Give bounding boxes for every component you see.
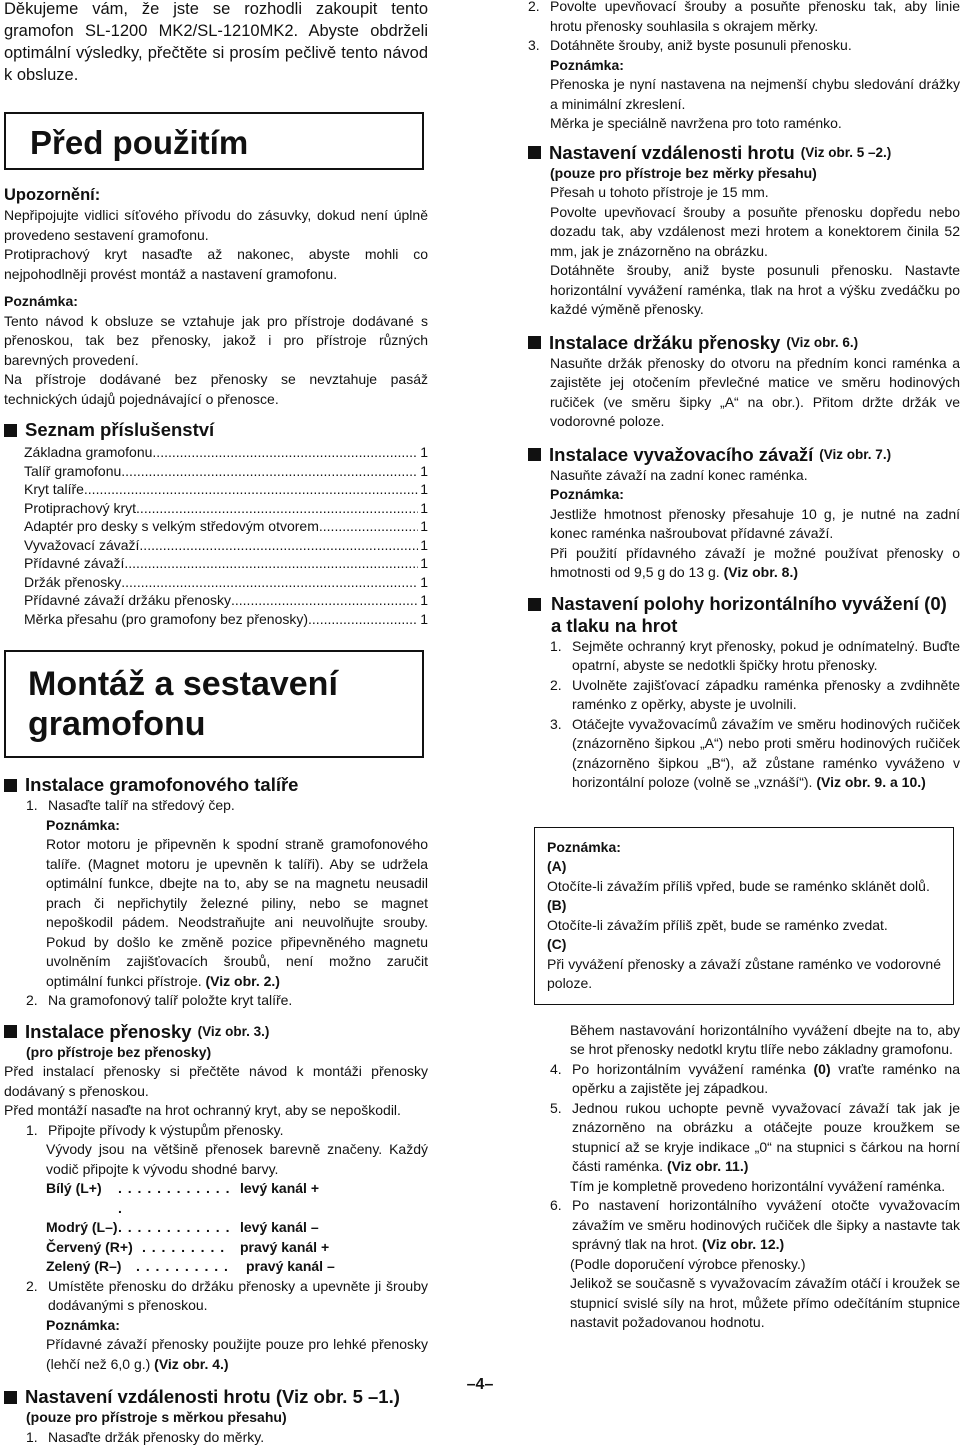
overhang1-step-2: 2. Povolte upevňovací šrouby a posuňte přenosku tak, aby linie hrotu přenosky souhlasila s okrajem měrky. — [528, 0, 960, 36]
cartridge-subtitle: (pro přístroje bez přenosky) — [4, 1043, 428, 1063]
wire-row: Červený (R+) . . . . . . . . . pravý kanál + — [4, 1238, 428, 1258]
overhang1-note-label: Poznámka: — [528, 56, 960, 76]
list-item: Protiprachový kryt ..... 1 — [4, 499, 428, 518]
cartridge-step-1: 1. Připojte přívody k výstupům přenosky. — [4, 1121, 428, 1141]
bullet-square-icon — [528, 448, 541, 461]
holder-text: Nasuňte držák přenosky do otvoru na předním konci raménka a zajistěte jej otočením převlečné matice ve směru hodinových ručiček (ve směru šipky „A“ na obr.). Přitom držte držák ve vodorovné poloze. — [528, 354, 960, 432]
weight-heading — [528, 444, 960, 466]
cartridge-title-ref: (Viz obr. 3.) — [198, 1021, 270, 1043]
balance-step-1: 1. Sejměte ochranný kryt přenosky, pokud je odnímatelný. Buďte opatrní, abyste se nedotkli špičky hrotu přenosky. — [528, 637, 960, 676]
note-box-a-label: (A) — [547, 857, 941, 877]
note-box-a: Otočíte-li závažím příliš vpřed, bude se raménko sklánět dolů. — [547, 877, 941, 897]
accessories-list — [4, 443, 428, 628]
note-box-b-label: (B) — [547, 896, 941, 916]
list-item: Držák přenosky ..... 1 — [4, 573, 428, 592]
overhang1-title: Nastavení vzdálenosti hrotu (Viz obr. 5 –1.) — [25, 1386, 400, 1408]
right-column — [528, 0, 960, 1333]
balance-step-5: 5. Jednou rukou uchopte pevně vyvažovací závaží tak jak je znázorněno na obrázku a otáčejte pouze kroužkem se stupnicí až se kryje indikace „0“ na stupnici s čárkou na horní části raménka. (Viz obr. 11.) — [528, 1099, 960, 1177]
balance-step-6-detail-2: Jelikož se současně s vyvažovacím závažím otáčí i kroužek se stupnicí svislé síly na hrot, můžete přímo odečítáním stupnice nastavit požadovanou hodnotu. — [528, 1274, 960, 1333]
overhang1-note-2: Měrka je speciálně navržena pro toto raménko. — [528, 114, 960, 134]
holder-heading — [528, 332, 960, 354]
weight-note-label: Poznámka: — [528, 485, 960, 505]
balance-step-4: 4. Po horizontálním vyvážení raménka (0) vraťte raménko na opěrku a zajistěte jej západkou. — [528, 1060, 960, 1099]
note-box-b: Otočíte-li závažím příliš zpět, bude se raménko zvedat. — [547, 916, 941, 936]
cartridge-step-1-detail: Vývody jsou na většině přenosek barevně značeny. Každý vodič připojte k vývodu shodné barvy. — [4, 1140, 428, 1179]
note-box-c-label: (C) — [547, 935, 941, 955]
bullet-square-icon — [528, 146, 541, 159]
overhang2-subtitle: (pouze pro přístroje bez měrky přesahu) — [528, 164, 960, 184]
cartridge-heading — [4, 1021, 428, 1043]
list-item: Měrka přesahu (pro gramofony bez přenosky) ..... 1 — [4, 610, 428, 629]
weight-title: Instalace vyvažovacího závaží — [549, 444, 813, 466]
note-text-2: Na přístroje dodávané bez přenosky se nevztahuje pasáž technických údajů pojednávající o přenosce. — [4, 370, 428, 409]
cartridge-note-label: Poznámka: — [4, 1316, 428, 1336]
overhang2-text-2: Povolte upevňovací šrouby a posuňte přenosku dopředu nebo dozadu tak, aby vzdálenost mezi hrotem a konektorem činila 52 mm, jak je znázorněno na obrázku. — [528, 203, 960, 262]
weight-note-2: Při použití přídavného závaží je možné používat přenosky o hmotnosti od 9,5 g do 13 g. (Viz obr. 8.) — [528, 544, 960, 583]
accessories-title: Seznam příslušenství — [25, 419, 214, 441]
warning-text-2: Protiprachový kryt nasaďte až nakonec, abyste mohli co nejpohodlněji provést montáž a nastavení gramofonu. — [4, 245, 428, 284]
bullet-square-icon — [4, 1025, 17, 1038]
overhang2-text-3: Dotáhněte šrouby, aniž byste posunuli přenosku. Nastavte horizontální vyvážení raménka, tlak na hrot a výšku zvedáčku po každé výměně přenosky. — [528, 261, 960, 320]
list-item: Přídavné závaží ..... 1 — [4, 554, 428, 573]
cartridge-text-1: Před instalací přenosky si přečtěte návod k montáži přenosky dodávaný s přenoskou. — [4, 1062, 428, 1101]
note-box-label: Poznámka: — [547, 838, 941, 858]
note-text-1: Tento návod k obsluze se vztahuje jak pro přístroje dodávané s přenoskou, tak bez přenosky, jakož i pro přístroje různých barevných provedení. — [4, 312, 428, 371]
platter-note-label: Poznámka: — [4, 816, 428, 836]
list-item: Talíř gramofonu ..... 1 — [4, 462, 428, 481]
before-use-title: Před použitím — [4, 112, 424, 170]
platter-note: Rotor motoru je připevněn k spodní straně gramofonového talíře. (Magnet motoru je upevněn k talíři). Aby se udržela optimální funkce, dbejte na to, aby se na magnetu neusadil prach či nepřichytily železné piliny, nebo se magnet nepoškodil pádem. Neodstraňujte ani neuvolňujte srouby. Pokud by došlo ke změně pozice připevněného magnetu uvolněním zajišťovacích šroubů, není možno zaručit optimální funkci přístroje. (Viz obr. 2.) — [4, 835, 428, 991]
bullet-square-icon — [4, 424, 17, 437]
weight-title-ref: (Viz obr. 7.) — [819, 444, 891, 466]
warning-text-1: Nepřipojujte vidlici síťového přívodu do zásuvky, dokud není úplně provedeno sestavení gramofonu. — [4, 206, 428, 245]
weight-note-1: Jestliže hmotnost přenosky přesahuje 10 g, je nutné na zadní konec raménka našroubovat přídavné závaží. — [528, 505, 960, 544]
list-item: Vyvažovací závaží ..... 1 — [4, 536, 428, 555]
cartridge-title: Instalace přenosky — [25, 1021, 192, 1043]
bullet-square-icon — [528, 598, 541, 611]
overhang1-step-1: 1. Nasaďte držák přenosky do měrky. — [4, 1428, 428, 1447]
balance-step-6-detail-1: (Podle doporučení výrobce přenosky.) — [528, 1255, 960, 1275]
overhang2-title: Nastavení vzdálenosti hrotu — [549, 142, 795, 164]
balance-step-3: 3. Otáčejte vyvažovacímů závažím ve směru hodinových ručiček (znázorněno šipkou „A“) nebo proti směru hodinových ručiček (znázorněno šipkou „B“), až zůstane raménko vyváženo v horizontální poloze (volně se „vznáší“). (Viz obr. 9. a 10.) — [528, 715, 960, 793]
bullet-square-icon — [4, 779, 17, 792]
balance-heading — [528, 593, 960, 637]
overhang2-heading — [528, 142, 960, 164]
intro-text: Děkujeme vám, že jste se rozhodli zakoupit tento gramofon SL-1200 MK2/SL-1210MK2. Abyste obdrželi optimální výsledky, přečtěte si prosím pečlivě tento návod k obsluze. — [4, 0, 428, 86]
overhang2-text-1: Přesah u tohoto přístroje je 15 mm. — [528, 183, 960, 203]
platter-step-1: 1. Nasaďte talíř na středový čep. — [4, 796, 428, 816]
note-label: Poznámka: — [4, 292, 428, 312]
weight-text: Nasuňte závaží na zadní konec raménka. — [528, 466, 960, 486]
accessories-heading — [4, 419, 428, 441]
overhang1-step-3: 3. Dotáhněte šrouby, aniž byste posunuli přenosku. — [528, 36, 960, 56]
page-number: –4– — [0, 1376, 960, 1394]
list-item: Adaptér pro desky s velkým středovým otvorem ..... 1 — [4, 517, 428, 536]
list-item: Kryt talíře ..... 1 — [4, 480, 428, 499]
warning-label: Upozornění: — [4, 184, 428, 206]
overhang1-note-1: Přenoska je nyní nastavena na nejmenší chybu sledování drážky a minimální zkreslení. — [528, 75, 960, 114]
wire-row: Bílý (L+) . . . . . . . . . . . . . levý kanál + — [4, 1179, 428, 1218]
platter-heading — [4, 774, 428, 796]
balance-step-2: 2. Uvolněte zajišťovací západku raménka přenosky a zvdihněte raménko z opěrky, abyste je uvolnili. — [528, 676, 960, 715]
platter-title: Instalace gramofonového talíře — [25, 774, 298, 796]
balance-title: Nastavení polohy horizontálního vyvážení (0) a tlaku na hrot — [551, 593, 960, 637]
note-box-c: Při vyvážení přenosky a závaží zůstane raménko ve vodorovné poloze. — [547, 955, 941, 994]
left-column — [4, 0, 428, 1447]
wire-row: Modrý (L–) . . . . . . . . . . . . levý kanál – — [4, 1218, 428, 1238]
holder-title-ref: (Viz obr. 6.) — [786, 332, 858, 354]
overhang2-title-ref: (Viz obr. 5 –2.) — [801, 142, 892, 164]
cartridge-text-2: Před montáží nasaďte na hrot ochranný kryt, aby se nepoškodil. — [4, 1101, 428, 1121]
balance-step-6: 6. Po nastavení horizontálního vyvážení otočte vyvažovacím závažím ve směru hodinových ručiček dle šipky a nastavte tak správný tlak na hrot. (Viz obr. 12.) — [528, 1196, 960, 1255]
balance-step-5-detail: Tím je kompletně provedeno horizontální vyvážení raménka. — [528, 1177, 960, 1197]
balance-cont-text: Během nastavování horizontálního vyvážení dbejte na to, aby se hrot přenosky nedotkl krytu tlíře nebo základny gramofonu. — [528, 1021, 960, 1060]
overhang1-subtitle: (pouze pro přístroje s měrkou přesahu) — [4, 1408, 428, 1428]
balance-note-box — [534, 827, 954, 1005]
cartridge-step-2: 2. Umístěte přenosku do držáku přenosky a upevněte ji šrouby dodávanými s přenoskou. — [4, 1277, 428, 1316]
holder-title: Instalace držáku přenosky — [549, 332, 780, 354]
assembly-title: Montáž a sestavení gramofonu — [4, 650, 424, 758]
cartridge-note: Přídavné závaží přenosky použijte pouze pro lehké přenosky (lehčí než 6,0 g.) (Viz obr. 4.) — [4, 1335, 428, 1374]
bullet-square-icon — [528, 336, 541, 349]
platter-step-2: 2. Na gramofonový talíř položte kryt talíře. — [4, 991, 428, 1011]
list-item: Přídavné závaží držáku přenosky ..... 1 — [4, 591, 428, 610]
list-item: Základna gramofonu ..... 1 — [4, 443, 428, 462]
wire-row: Zelený (R–) . . . . . . . . . . pravý kanál – — [4, 1257, 428, 1277]
